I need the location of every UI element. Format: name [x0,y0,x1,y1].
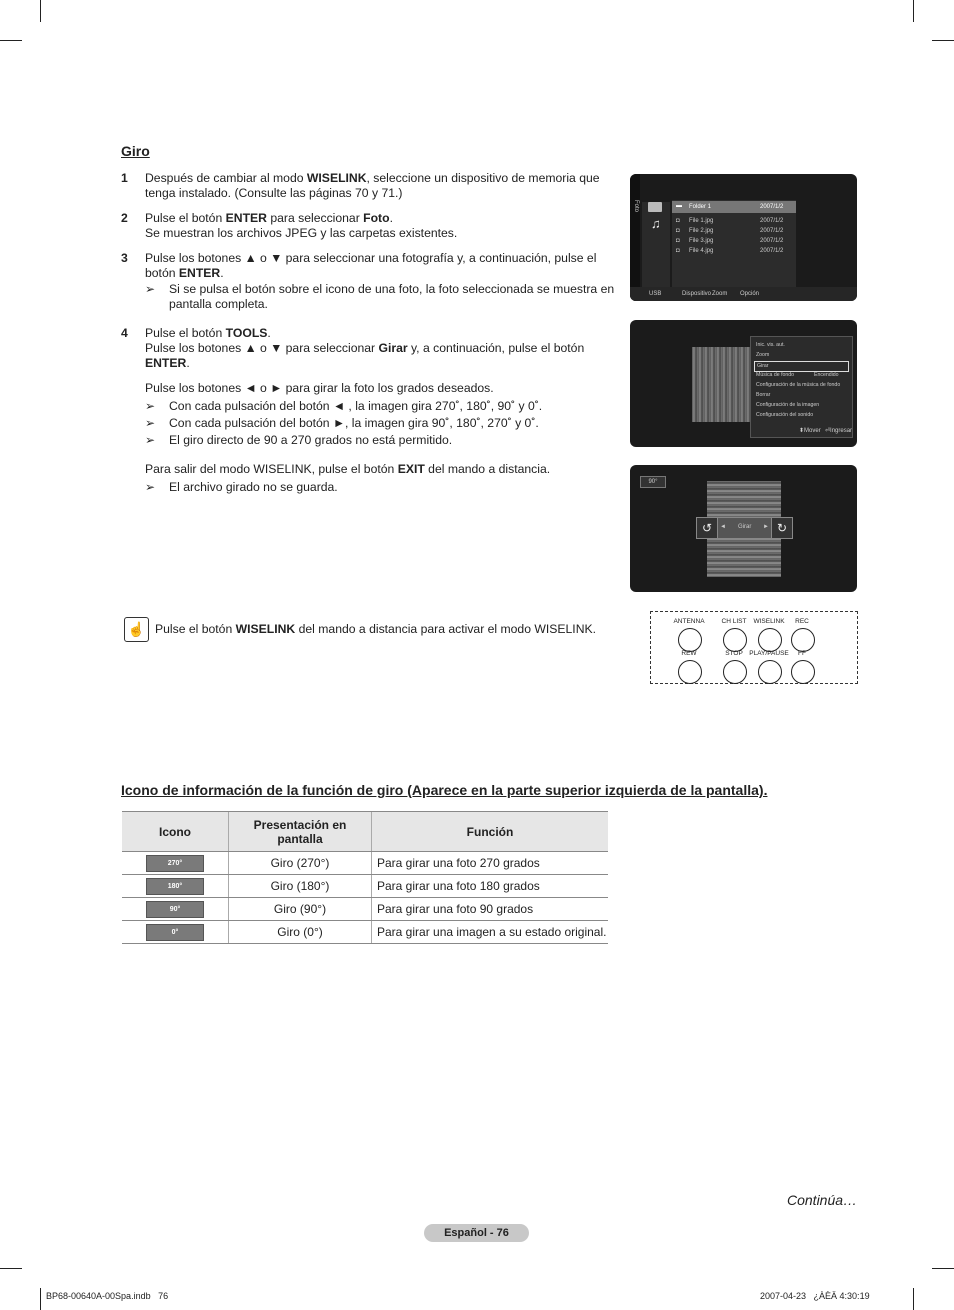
table-title: Icono de información de la función de giro (Aparece en la parte superior izquierda de la pantalla). [121,782,768,798]
side-label-wrap [630,200,640,260]
menu-item-label: Zoom [756,352,770,358]
table-row [122,921,608,944]
note [145,416,625,431]
crop-mark [40,1288,41,1310]
remote-button[interactable] [758,660,782,684]
display-cell: Giro (90°) [229,898,372,921]
up-down-icon: ⬍ [799,428,805,434]
footer-file: BP68-00640A-00Spa.indb 76 [46,1291,169,1301]
crop-mark [932,1268,954,1269]
step-text: Pulse el botón [145,211,226,225]
rotation-badge: 270° [146,855,204,872]
step-keyword: Foto [363,211,390,225]
note-text: del mando a distancia para activar el modo WISELINK. [295,622,597,636]
tools-menu [750,336,853,438]
menu-item[interactable] [754,401,847,410]
step-text: , seleccione un dispositivo de memoria que [366,171,600,185]
menu-item[interactable] [754,351,847,360]
step-keyword: EXIT [397,462,425,476]
icon-cell [122,852,229,875]
menu-item-label: Configuración de la imagen [756,402,820,408]
folder-date: 2007/1/2 [760,204,784,210]
table-row [122,875,608,898]
icon-cell [122,921,229,944]
photo-category-icon[interactable] [648,202,662,212]
remote-button[interactable] [678,660,702,684]
step-text: Se muestran los archivos JPEG y las carpetas existentes. [145,226,458,240]
file-name: File 2.jpg [689,228,714,234]
step-text: Para salir del modo WISELINK, pulse el botón [145,462,398,476]
note [145,480,625,495]
step-text: . [267,326,271,340]
arrow-right-icon[interactable]: ► [763,524,769,530]
rotation-info-table [122,811,608,944]
folder-icon: ▬ [676,203,682,209]
remote-button[interactable] [758,628,782,652]
step-text: Pulse los botones ▲ o ▼ para seleccionar [145,341,379,355]
step-text: para seleccionar [266,211,364,225]
header-function: Función [372,812,609,852]
remote-illustration [650,611,858,684]
zoom-button[interactable]: Zoom [712,291,728,297]
header-display: Presentación en pantalla [229,812,372,852]
file-row[interactable] [672,227,796,237]
note-text: Con cada pulsación del botón ◄ , la imagen gira 270˚, 180˚, 90˚ y 0˚. [169,399,543,413]
step-text: Pulse los botones ▲ o ▼ para seleccionar una fotografía y, a continuación, pulse el [145,251,597,265]
section-title: Giro [121,143,150,159]
arrow-icon: ➢ [145,399,156,413]
table-row [122,898,608,921]
arrow-icon: ➢ [145,433,156,447]
menu-item[interactable] [754,381,847,390]
source-label: USB [649,291,662,297]
function-cell: Para girar una foto 270 grados [372,852,609,875]
hand-icon: ☝ [124,617,149,642]
menu-footer [799,427,821,434]
crop-mark [0,40,22,41]
menu-item[interactable] [754,371,847,380]
display-cell: Giro (270°) [229,852,372,875]
remote-button-label: REC [795,618,809,625]
menu-footer [825,427,852,434]
step-number: 3 [121,251,128,265]
folder-name: Folder 1 [689,204,712,210]
remote-button-label: STOP [725,650,743,657]
device-button[interactable]: Dispositivo [682,291,712,297]
menu-item[interactable] [754,391,847,400]
remote-button-label: FF [798,650,806,657]
page-number: Español - 76 [424,1224,529,1242]
display-cell: Giro (0°) [229,921,372,944]
remote-button-label: ANTENNA [673,618,705,625]
category-column [642,202,670,292]
note [145,433,625,448]
menu-item-label: Girar [757,363,769,369]
remote-button[interactable] [791,660,815,684]
step-text: Pulse el botón [145,326,226,340]
file-row[interactable] [672,237,796,247]
step-keyword: ENTER [178,266,221,280]
note-text: El giro directo de 90 a 270 grados no está permitido. [169,433,453,447]
crop-mark [0,1268,22,1269]
rotation-badge: 90° [640,476,666,488]
menu-item[interactable] [754,411,847,420]
header-icon: Icono [122,812,229,852]
step-keyword: ENTER [145,356,187,370]
step-text: . [220,266,224,280]
file-name: File 1.jpg [689,218,714,224]
file-date: 2007/1/2 [760,248,784,254]
remote-button-label: REW [681,650,697,657]
function-cell: Para girar una imagen a su estado original. [372,921,609,944]
file-date: 2007/1/2 [760,218,784,224]
step-keyword: Girar [378,341,408,355]
icon-cell [122,875,229,898]
step-number: 1 [121,171,128,185]
step-keyword: TOOLS [225,326,268,340]
arrow-icon: ➢ [145,480,156,494]
menu-item-label: Música de fondo [756,372,795,378]
display-cell: Giro (180°) [229,875,372,898]
note-text: El archivo girado no se guarda. [169,480,338,494]
file-row[interactable] [672,247,796,257]
remote-button[interactable] [723,660,747,684]
file-name: File 3.jpg [689,238,714,244]
function-cell: Para girar una foto 90 grados [372,898,609,921]
icon-cell [122,898,229,921]
rotation-badge: 180° [146,878,204,895]
crop-mark [913,1288,914,1310]
file-name: File 4.jpg [689,248,714,254]
menu-item[interactable] [754,341,847,350]
continued-label: Continúa… [787,1192,858,1208]
camera-icon: ◘ [676,248,680,254]
note-text: Si se pulsa el botón sobre el icono de una foto, la foto seleccionada se muestra en [169,282,615,296]
arrow-left-icon[interactable]: ◄ [720,524,726,530]
crop-mark [932,40,954,41]
step-text: Pulse los botones ◄ o ► para girar la foto los grados deseados. [145,381,494,395]
step-keyword: WISELINK [306,171,367,185]
rotate-label: Girar [738,524,752,530]
menu-item-label: Configuración del sonido [756,412,814,418]
note-text: Con cada pulsación del botón ►, la imagen gira 90˚, 180˚, 270˚ y 0˚. [169,416,539,430]
function-cell: Para girar una foto 180 grados [372,875,609,898]
folder-row[interactable] [672,201,796,213]
note-keyword: WISELINK [235,622,296,636]
enter-icon: ⏎ [825,428,831,434]
camera-icon: ◘ [676,228,680,234]
file-date: 2007/1/2 [760,228,784,234]
footer-bar [630,287,857,301]
file-list [672,200,796,288]
menu-item-value: Encendido [814,372,839,378]
rotate-right-icon[interactable]: ↻ [771,517,793,539]
rotation-badge: 90° [146,901,204,918]
remote-note [155,622,596,636]
file-row[interactable] [672,217,796,227]
step-text: del mando a distancia. [424,462,551,476]
side-label: Foto [633,200,639,213]
camera-icon: ◘ [676,238,680,244]
step-keyword: ENTER [225,211,267,225]
step-text: . [186,356,190,370]
crop-mark [40,0,41,22]
remote-button[interactable] [791,628,815,652]
rotate-left-icon[interactable]: ↺ [696,517,718,539]
crop-mark [913,0,914,22]
remote-button-label: CH LIST [721,618,747,625]
step-text: y, a continuación, pulse el botón [407,341,585,355]
screen-file-browser [630,174,857,301]
rotate-bar [717,517,772,539]
camera-icon: ◘ [676,218,680,224]
remote-button[interactable] [678,628,702,652]
note [145,282,625,312]
photo-thumbnail [692,347,754,422]
menu-item-label: Borrar [756,392,771,398]
footer-timestamp: 2007-04-23 ¿ÀÈÄ 4:30:19 [760,1291,870,1301]
remote-button-label: WISELINK [753,618,785,625]
step-text: tenga instalado. (Consulte las páginas 70 y 71.) [145,186,403,200]
step-text: botón [145,266,179,280]
table-row [122,852,608,875]
screen-tools-menu [630,320,857,447]
enter-label: Ingresar [830,428,853,434]
file-date: 2007/1/2 [760,238,784,244]
screen-rotate [630,465,857,592]
remote-button[interactable] [723,628,747,652]
note-text: pantalla completa. [169,297,268,311]
note [145,399,625,414]
menu-item-label: Inic. vis. aut. [756,342,785,348]
rotation-badge: 0° [146,924,204,941]
note-text: Pulse el botón [155,622,236,636]
step-number: 2 [121,211,128,225]
move-label: Mover [804,428,821,434]
step-text: . [389,211,393,225]
arrow-icon: ➢ [145,282,156,296]
music-category-icon[interactable]: ♫ [651,216,661,231]
option-button[interactable]: Opción [740,291,760,297]
step-number: 4 [121,326,128,340]
menu-item-label: Configuración de la música de fondo [756,382,841,388]
arrow-icon: ➢ [145,416,156,430]
step-text: Después de cambiar al modo [145,171,307,185]
remote-button-label: PLAY/PAUSE [749,650,789,657]
